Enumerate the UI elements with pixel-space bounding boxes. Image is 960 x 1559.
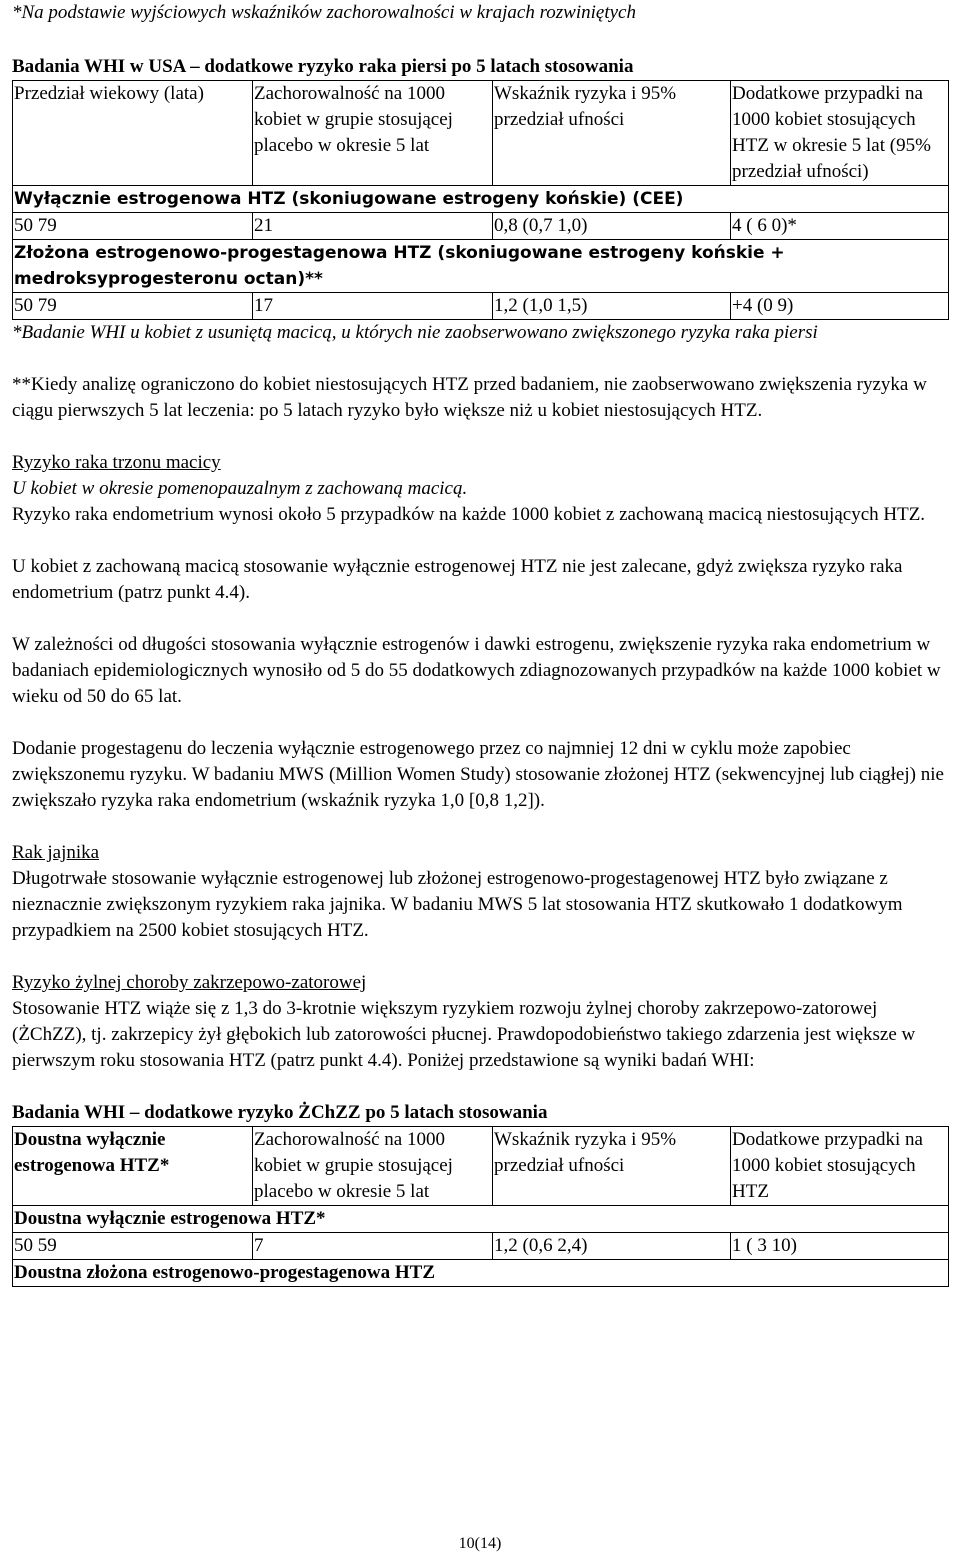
table2-header-cell: Doustna wyłącznie estrogenowa HTZ*: [13, 1127, 253, 1206]
ovarian-paragraph: Długotrwałe stosowanie wyłącznie estrogenowej lub złożonej estrogenowo-progestagenowej HTZ było związane z nieznacznie zwiększonym ryzykiem raka jajnika. W badaniu MWS 5 lat stosowania HTZ skutkowało 1 dodatkowym przypadkiem na 2500 kobiet stosujących HTZ.: [12, 868, 903, 941]
table1-header-cell: Wskaźnik ryzyka i 95% przedział ufności: [493, 81, 731, 186]
table-cell: 21: [253, 213, 493, 240]
table-cell: 17: [253, 293, 493, 320]
endometrial-heading: Ryzyko raka trzonu macicy: [12, 452, 221, 473]
vte-paragraph: Stosowanie HTZ wiąże się z 1,3 do 3-krotnie większym ryzykiem rozwoju żylnej choroby zakrzepowo-zatorowej (ŻChZZ), tj. zakrzepicy żył głębokich lub zatorowości płucnej. Prawdopodobieństwo takiego zdarzenia jest większe w pierwszym roku stosowania HTZ (patrz punkt 4.4). Poniżej przedstawione są wyniki badań WHI:: [12, 998, 916, 1071]
table1-section-combined: Złożona estrogenowo-progestagenowa HTZ (skoniugowane estrogeny końskie + medroksyprogesteronu octan)**: [13, 240, 949, 293]
endometrial-paragraph-4: Dodanie progestagenu do leczenia wyłącznie estrogenowego przez co najmniej 12 dni w cyklu może zapobiec zwiększonemu ryzyku. W badaniu MWS (Million Women Study) stosowanie złożonej HTZ (sekwencyjnej lub ciągłej) nie zwiększało ryzyka raka endometrium (wskaźnik ryzyka 1,0 [0,8 1,2]).: [12, 738, 944, 811]
table1-caption: Badania WHI w USA – dodatkowe ryzyko raka piersi po 5 latach stosowania: [12, 56, 634, 77]
table-vte-risk: [12, 1126, 949, 1287]
table1-section-row: [13, 186, 949, 213]
table-row: [13, 1233, 949, 1260]
table2-header-cell: Wskaźnik ryzyka i 95% przedział ufności: [493, 1127, 731, 1206]
table2-caption: Badania WHI – dodatkowe ryzyko ŻChZZ po 5 latach stosowania: [12, 1102, 548, 1123]
table-cell: 50 79: [13, 293, 253, 320]
table2-header-cell: Zachorowalność na 1000 kobiet w grupie stosującej placebo w okresie 5 lat: [253, 1127, 493, 1206]
table1-header-cell: Przedział wiekowy (lata): [13, 81, 253, 186]
endometrial-paragraph-2: U kobiet z zachowaną macicą stosowanie wyłącznie estrogenowej HTZ nie jest zalecane, gdyż zwiększa ryzyko raka endometrium (patrz punkt 4.4).: [12, 556, 903, 603]
page-number: 10(14): [458, 1535, 502, 1552]
table-cell: 0,8 (0,7 1,0): [493, 213, 731, 240]
endometrial-subheading: U kobiet w okresie pomenopauzalnym z zachowaną macicą.: [12, 478, 468, 499]
document-page: [12, 0, 948, 1287]
table-cell: +4 (0 9): [731, 293, 949, 320]
table2-section-combined: Doustna złożona estrogenowo-progestagenowa HTZ: [13, 1260, 949, 1287]
table-cell: 1,2 (0,6 2,4): [493, 1233, 731, 1260]
table2-header-row: [13, 1127, 949, 1206]
table-cell: 7: [253, 1233, 493, 1260]
table2-section-row: [13, 1206, 949, 1233]
table-cell: 50 79: [13, 213, 253, 240]
table-cell: 1 ( 3 10): [731, 1233, 949, 1260]
table-breast-cancer-risk: [12, 80, 949, 320]
table2-header-cell: Dodatkowe przypadki na 1000 kobiet stosujących HTZ: [731, 1127, 949, 1206]
table2-section-row: [13, 1260, 949, 1287]
table-row: [13, 213, 949, 240]
table2-section-estrogen: Doustna wyłącznie estrogenowa HTZ*: [13, 1206, 949, 1233]
table-cell: 50 59: [13, 1233, 253, 1260]
table1-section-estrogen: Wyłącznie estrogenowa HTZ (skoniugowane estrogeny końskie) (CEE): [13, 186, 949, 213]
vte-heading: Ryzyko żylnej choroby zakrzepowo-zatorowej: [12, 972, 367, 993]
table1-footnote-1: *Badanie WHI u kobiet z usuniętą macicą, u których nie zaobserwowano zwiększonego ryzyka raka piersi: [12, 322, 818, 343]
table-row: [13, 293, 949, 320]
table1-header-cell: Dodatkowe przypadki na 1000 kobiet stosujących HTZ w okresie 5 lat (95% przedział ufności): [731, 81, 949, 186]
top-footnote: *Na podstawie wyjściowych wskaźników zachorowalności w krajach rozwiniętych: [12, 2, 636, 23]
endometrial-paragraph-1: Ryzyko raka endometrium wynosi około 5 przypadków na każde 1000 kobiet z zachowaną macicą niestosujących HTZ.: [12, 504, 926, 525]
table1-section-row: [13, 240, 949, 293]
endometrial-paragraph-3: W zależności od długości stosowania wyłącznie estrogenów i dawki estrogenu, zwiększenie ryzyka raka endometrium w badaniach epidemiologicznych wynosiło od 5 do 55 dodatkowych zdiagnozowanych przypadków na każde 1000 kobiet w wieku od 50 do 65 lat.: [12, 634, 941, 707]
table1-header-row: [13, 81, 949, 186]
table-cell: 1,2 (1,0 1,5): [493, 293, 731, 320]
table-cell: 4 ( 6 0)*: [731, 213, 949, 240]
table1-footnote-2: **Kiedy analizę ograniczono do kobiet niestosujących HTZ przed badaniem, nie zaobserwowano zwiększenia ryzyka w ciągu pierwszych 5 lat leczenia: po 5 latach ryzyko było większe niż u kobiet niestosujących HTZ.: [12, 374, 927, 421]
ovarian-heading: Rak jajnika: [12, 842, 100, 863]
table1-header-cell: Zachorowalność na 1000 kobiet w grupie stosującej placebo w okresie 5 lat: [253, 81, 493, 186]
